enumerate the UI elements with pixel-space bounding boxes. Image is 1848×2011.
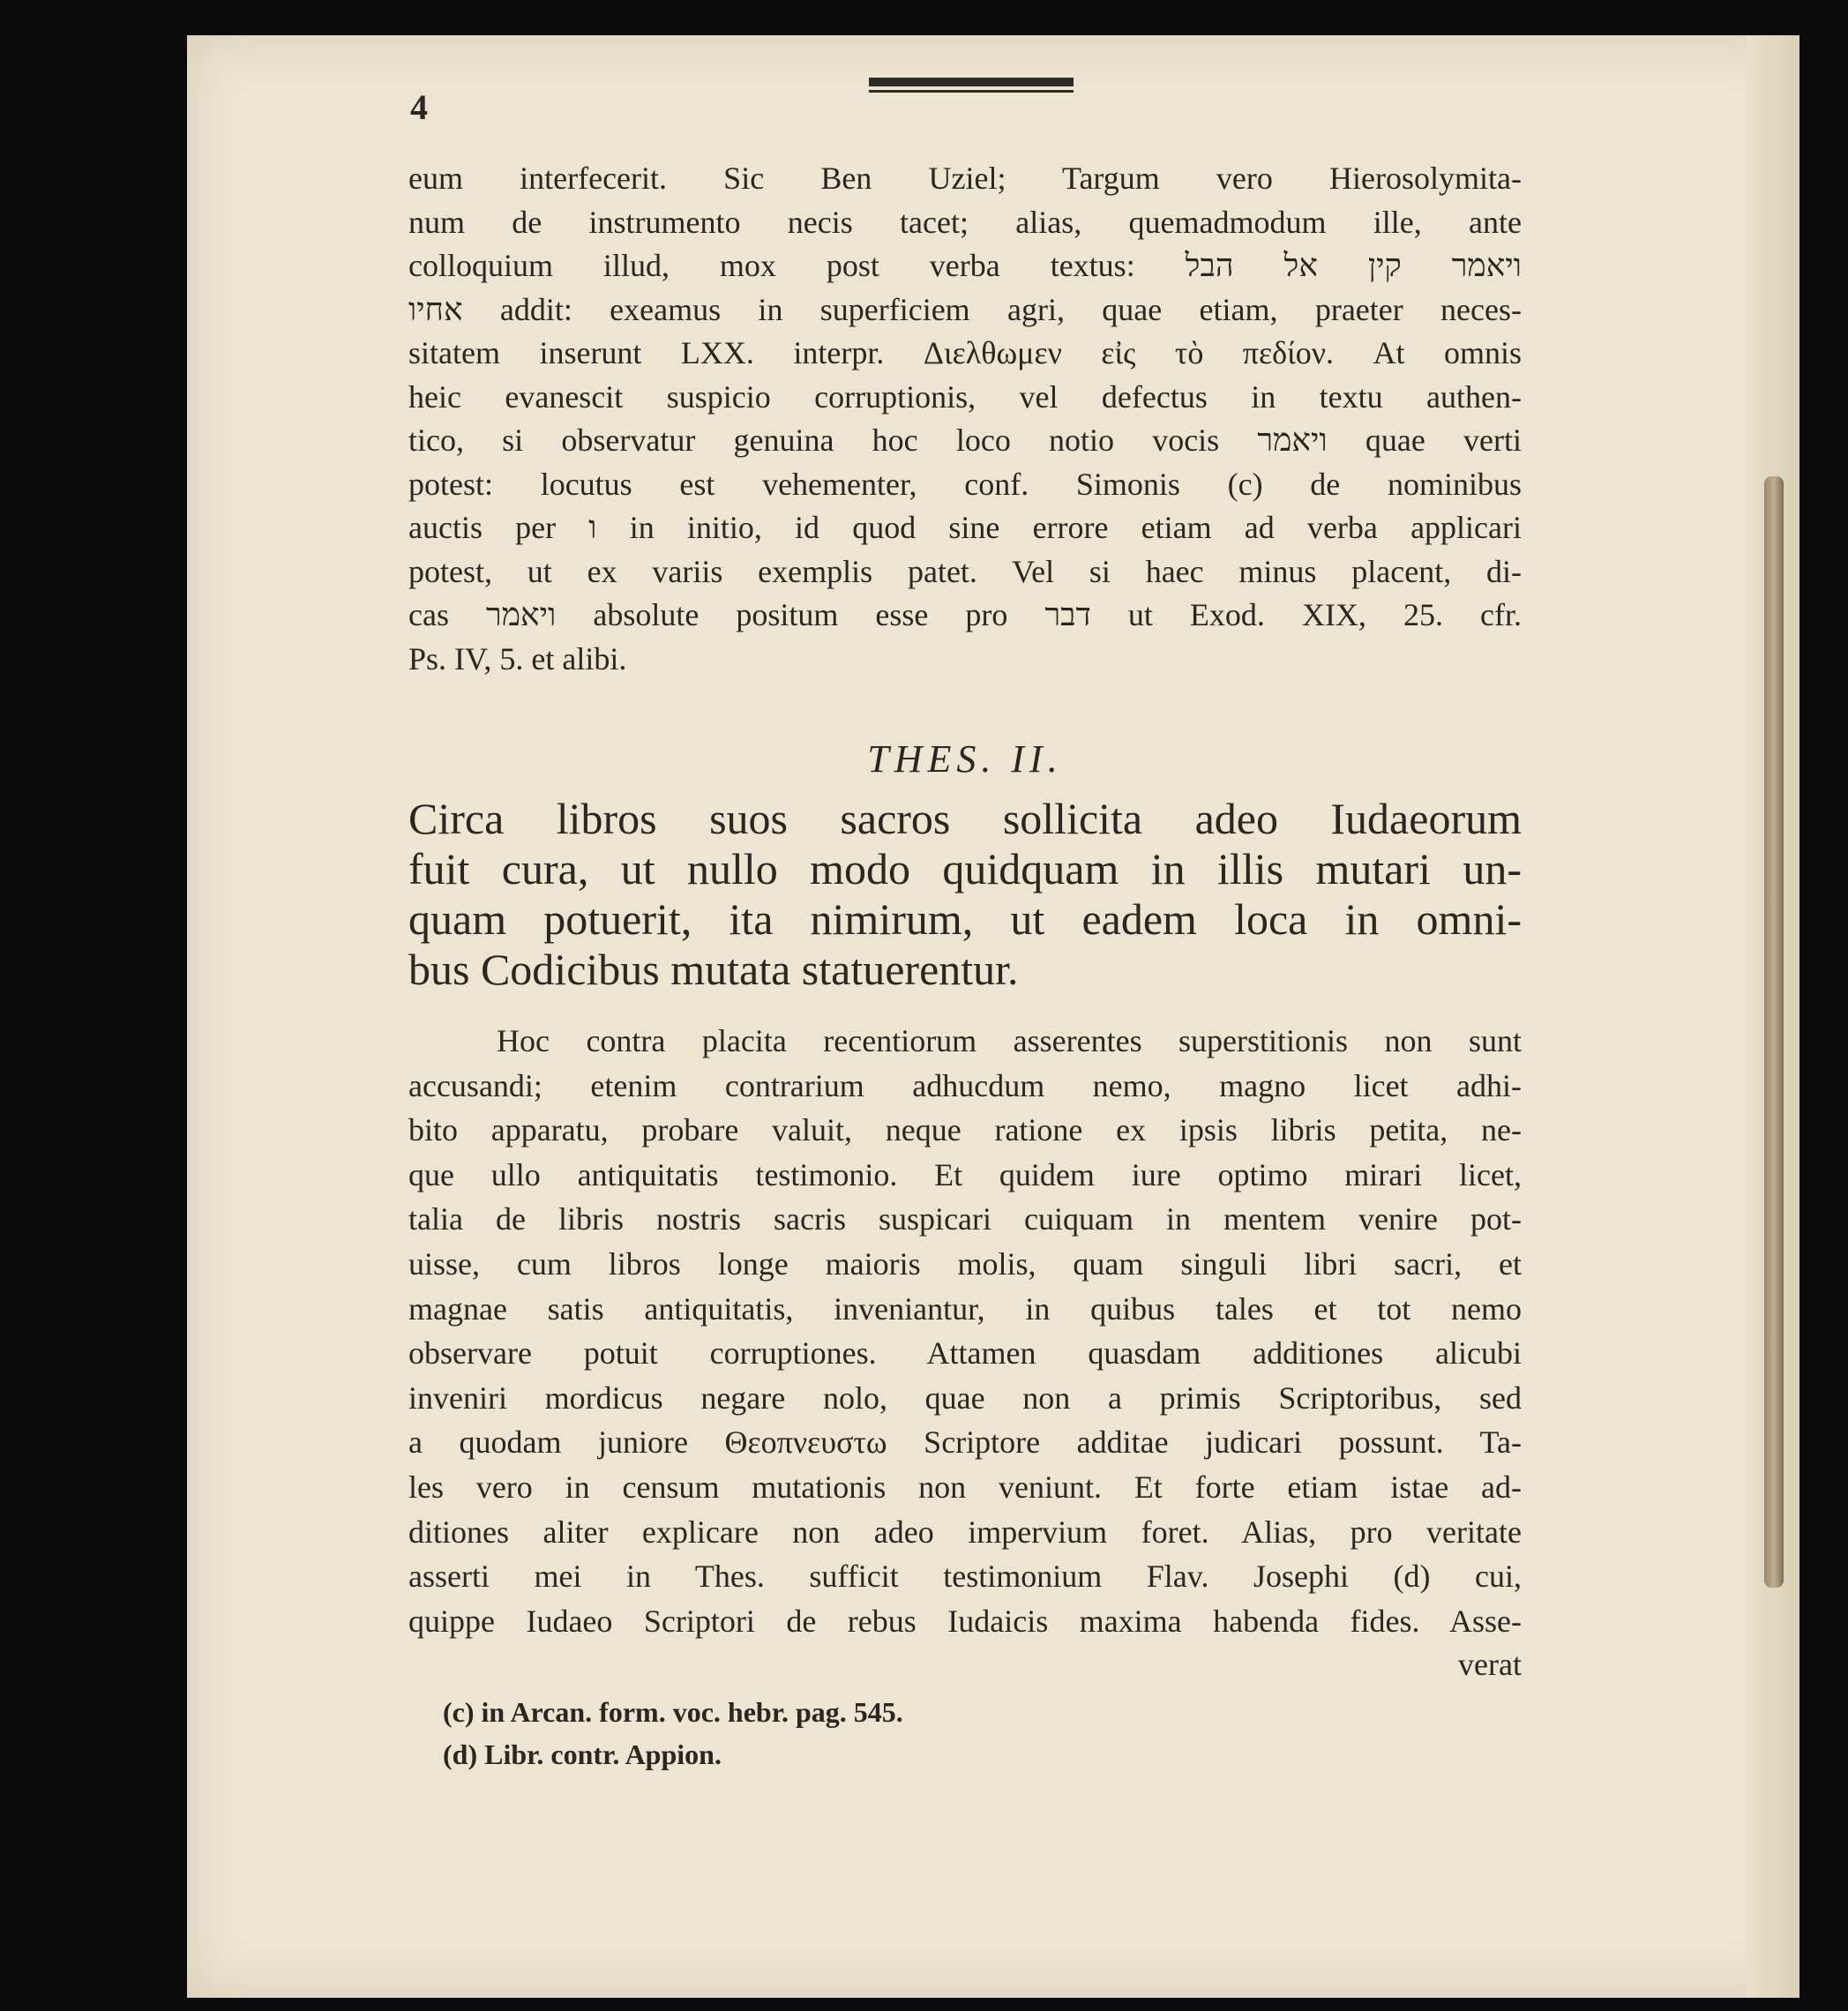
footnote: (d) Libr. contr. Appion. [443, 1738, 722, 1770]
text-line: tico, si observatur genuina hoc loco notio vocis ויאמר quae verti [408, 422, 1522, 458]
text-line: sitatem inserunt LXX. interpr. Διελθωμεν εἰς τὸ πεδίον. At omnis [408, 335, 1522, 370]
footnote: (c) in Arcan. form. voc. hebr. pag. 545. [443, 1696, 903, 1728]
text-line: accusandi; etenim contrarium adhucdum nemo, magno licet adhi- [408, 1067, 1522, 1103]
thesis-line: quam potuerit, ita nimirum, ut eadem loca in omni- [408, 894, 1522, 944]
text-line: inveniri mordicus negare nolo, quae non a primis Scriptoribus, sed [408, 1379, 1522, 1416]
text-line: colloquium illud, mox post verba textus: ויאמר קין אל הבל [408, 248, 1523, 283]
footnotes [443, 1691, 903, 1776]
text-line: Ps. IV, 5. et alibi. [408, 640, 627, 677]
text-line: les vero in censum mutationis non veniunt. Et forte etiam istae ad- [408, 1469, 1522, 1505]
text-line: heic evanescit suspicio corruptionis, vel defectus in textu authen- [408, 378, 1522, 415]
text-line: bito apparatu, probare valuit, neque ratione ex ipsis libris petita, ne- [408, 1112, 1522, 1148]
text-line: auctis per ו in initio, id quod sine errore etiam ad verba applicari [408, 510, 1523, 545]
text-line: potest: locutus est vehementer, conf. Simonis (c) de nominibus [408, 466, 1522, 502]
thesis-line: Circa libros suos sacros sollicita adeo Iudaeorum [408, 794, 1522, 843]
catchword: verat [1458, 1647, 1522, 1682]
thesis-line: fuit cura, ut nullo modo quidquam in illis mutari un- [408, 844, 1522, 893]
text-line: cas ויאמר absolute positum esse pro דבר ut Exod. XIX, 25. cfr. [408, 597, 1522, 632]
text-line: num de instrumento necis tacet; alias, quemadmodum ille, ante [408, 204, 1522, 240]
text-line: que ullo antiquitatis testimonio. Et quidem iure optimo mirari licet, [408, 1156, 1522, 1192]
thesis-statement [408, 794, 1522, 995]
text-line: a quodam juniore Θεοπνευστω Scriptore additae judicari possunt. Ta- [408, 1424, 1522, 1461]
text-line: potest, ut ex variis exemplis patet. Vel si haec minus placent, di- [408, 553, 1522, 589]
paragraph-2 [408, 1019, 1522, 1643]
section-heading: THES. II. [867, 737, 1063, 781]
text-line: asserti mei in Thes. sufficit testimonium Flav. Josephi (d) cui, [408, 1559, 1522, 1595]
text-line: eum interfecerit. Sic Ben Uziel; Targum vero Hierosolymita- [408, 161, 1522, 196]
page-number: 4 [410, 87, 428, 127]
text-line: talia de libris nostris sacris suspicari cuiquam in mentem venire pot- [408, 1201, 1522, 1237]
text-line: ditiones aliter explicare non adeo impervium foret. Alias, pro veritate [408, 1514, 1522, 1550]
text-line: uisse, cum libros longe maioris molis, quam singuli libri sacri, et [408, 1245, 1522, 1282]
header-ornament-rule-thin [869, 90, 1074, 93]
text-line: magnae satis antiquitatis, inveniantur, in quibus tales et tot nemo [408, 1290, 1522, 1327]
paragraph-1 [408, 157, 1522, 681]
binding-thread [1764, 476, 1784, 1588]
thesis-line: bus Codicibus mutata statuerentur. [408, 945, 1019, 994]
header-ornament-rule [869, 78, 1074, 86]
text-line: observare potuit corruptiones. Attamen quasdam additiones alicubi [408, 1335, 1522, 1372]
text-line: אחיו addit: exeamus in superficiem agri, quae etiam, praeter neces- [408, 291, 1522, 327]
text-line: Hoc contra placita recentiorum asserentes superstitionis non sunt [497, 1023, 1522, 1058]
text-line: quippe Iudaeo Scriptori de rebus Iudaicis maxima habenda fides. Asse- [408, 1603, 1522, 1639]
